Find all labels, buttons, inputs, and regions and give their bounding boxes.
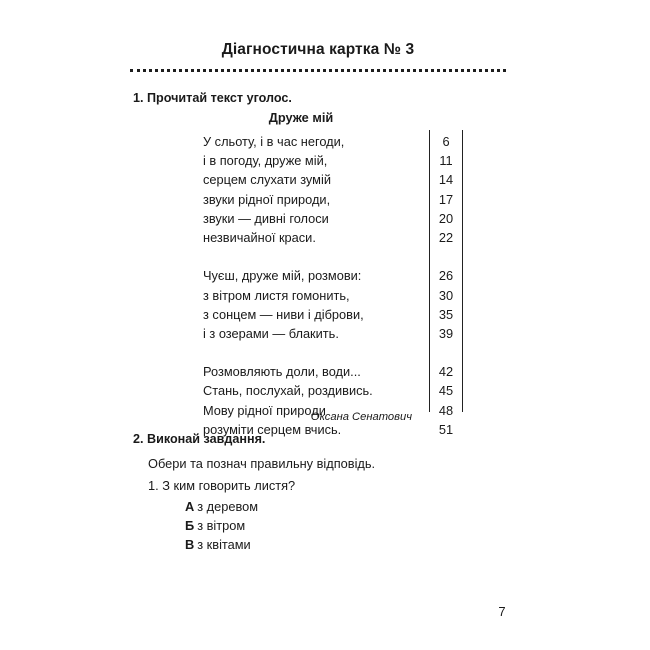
word-count-value: 45 [438, 383, 454, 399]
stanza-gap [430, 247, 462, 266]
poem-line: і в погоду, друже мій, [203, 153, 328, 169]
word-count-value: 6 [442, 134, 450, 149]
poem-line: звуки рідної природи, [203, 191, 331, 207]
poem-author: Оксана Сенатович [310, 411, 412, 423]
answer-option-c-letter: В [185, 537, 195, 552]
poem-line: Мову рідної природи [203, 402, 326, 418]
answer-option-b[interactable] [185, 518, 245, 533]
question-1: 1. З ким говорить листя? [148, 478, 296, 493]
poem-line: і з озерами — блакить. [203, 325, 339, 341]
title-divider [130, 69, 506, 75]
poem-line: Розмовляють доли, води... [203, 364, 361, 380]
word-count-value: 17 [438, 191, 454, 207]
word-count-value: 48 [438, 402, 454, 418]
stanza-gap [203, 343, 429, 362]
word-count-list [430, 132, 462, 439]
task-1-heading: 1. Прочитай текст уголос. [133, 91, 292, 105]
poem-line: серцем слухати зумій [203, 172, 331, 188]
poem-line: незвичайної краси. [203, 229, 316, 245]
answer-option-c-label: з квітами [197, 537, 251, 552]
task-2-instruction: Обери та познач правильну відповідь. [148, 456, 376, 471]
answer-option-b-label: з вітром [197, 518, 246, 533]
word-count-value: 42 [438, 364, 454, 380]
word-count-value: 35 [438, 306, 454, 322]
poem-title: Друже мій [268, 110, 334, 125]
stanza-gap [430, 343, 462, 362]
word-count-value: 30 [438, 287, 454, 303]
word-count-value: 14 [438, 172, 454, 188]
word-count-value: 51 [438, 421, 454, 437]
poem-text-column [203, 132, 429, 439]
answer-option-c[interactable] [185, 537, 251, 552]
word-count-value: 22 [438, 229, 454, 245]
answer-option-a[interactable] [185, 499, 258, 514]
poem-line: розуміти серцем вчись. [203, 421, 342, 437]
answer-option-a-label: з деревом [197, 499, 259, 514]
page-title: Діагностична картка № 3 [221, 41, 415, 58]
poem-line: Чуєш, друже мій, розмови: [203, 268, 362, 284]
task-2-heading: 2. Виконай завдання. [133, 432, 266, 446]
word-count-column [429, 130, 463, 437]
page-number: 7 [498, 604, 506, 619]
poem-line: звуки — дивні голоси [203, 210, 329, 226]
poem-line: з вітром листя гомонить, [203, 287, 350, 303]
answer-option-b-letter: Б [185, 518, 195, 533]
word-count-value: 39 [438, 325, 454, 341]
poem-line: з сонцем — ниви і діброви, [203, 306, 364, 322]
word-count-value: 26 [438, 268, 454, 284]
poem-line: У сльоту, і в час негоди, [203, 134, 345, 149]
stanza-gap [203, 247, 429, 266]
poem-line: Стань, послухай, роздивись. [203, 383, 373, 399]
answer-option-a-letter: А [185, 499, 195, 514]
word-count-value: 11 [439, 153, 453, 169]
word-count-value: 20 [438, 210, 454, 226]
